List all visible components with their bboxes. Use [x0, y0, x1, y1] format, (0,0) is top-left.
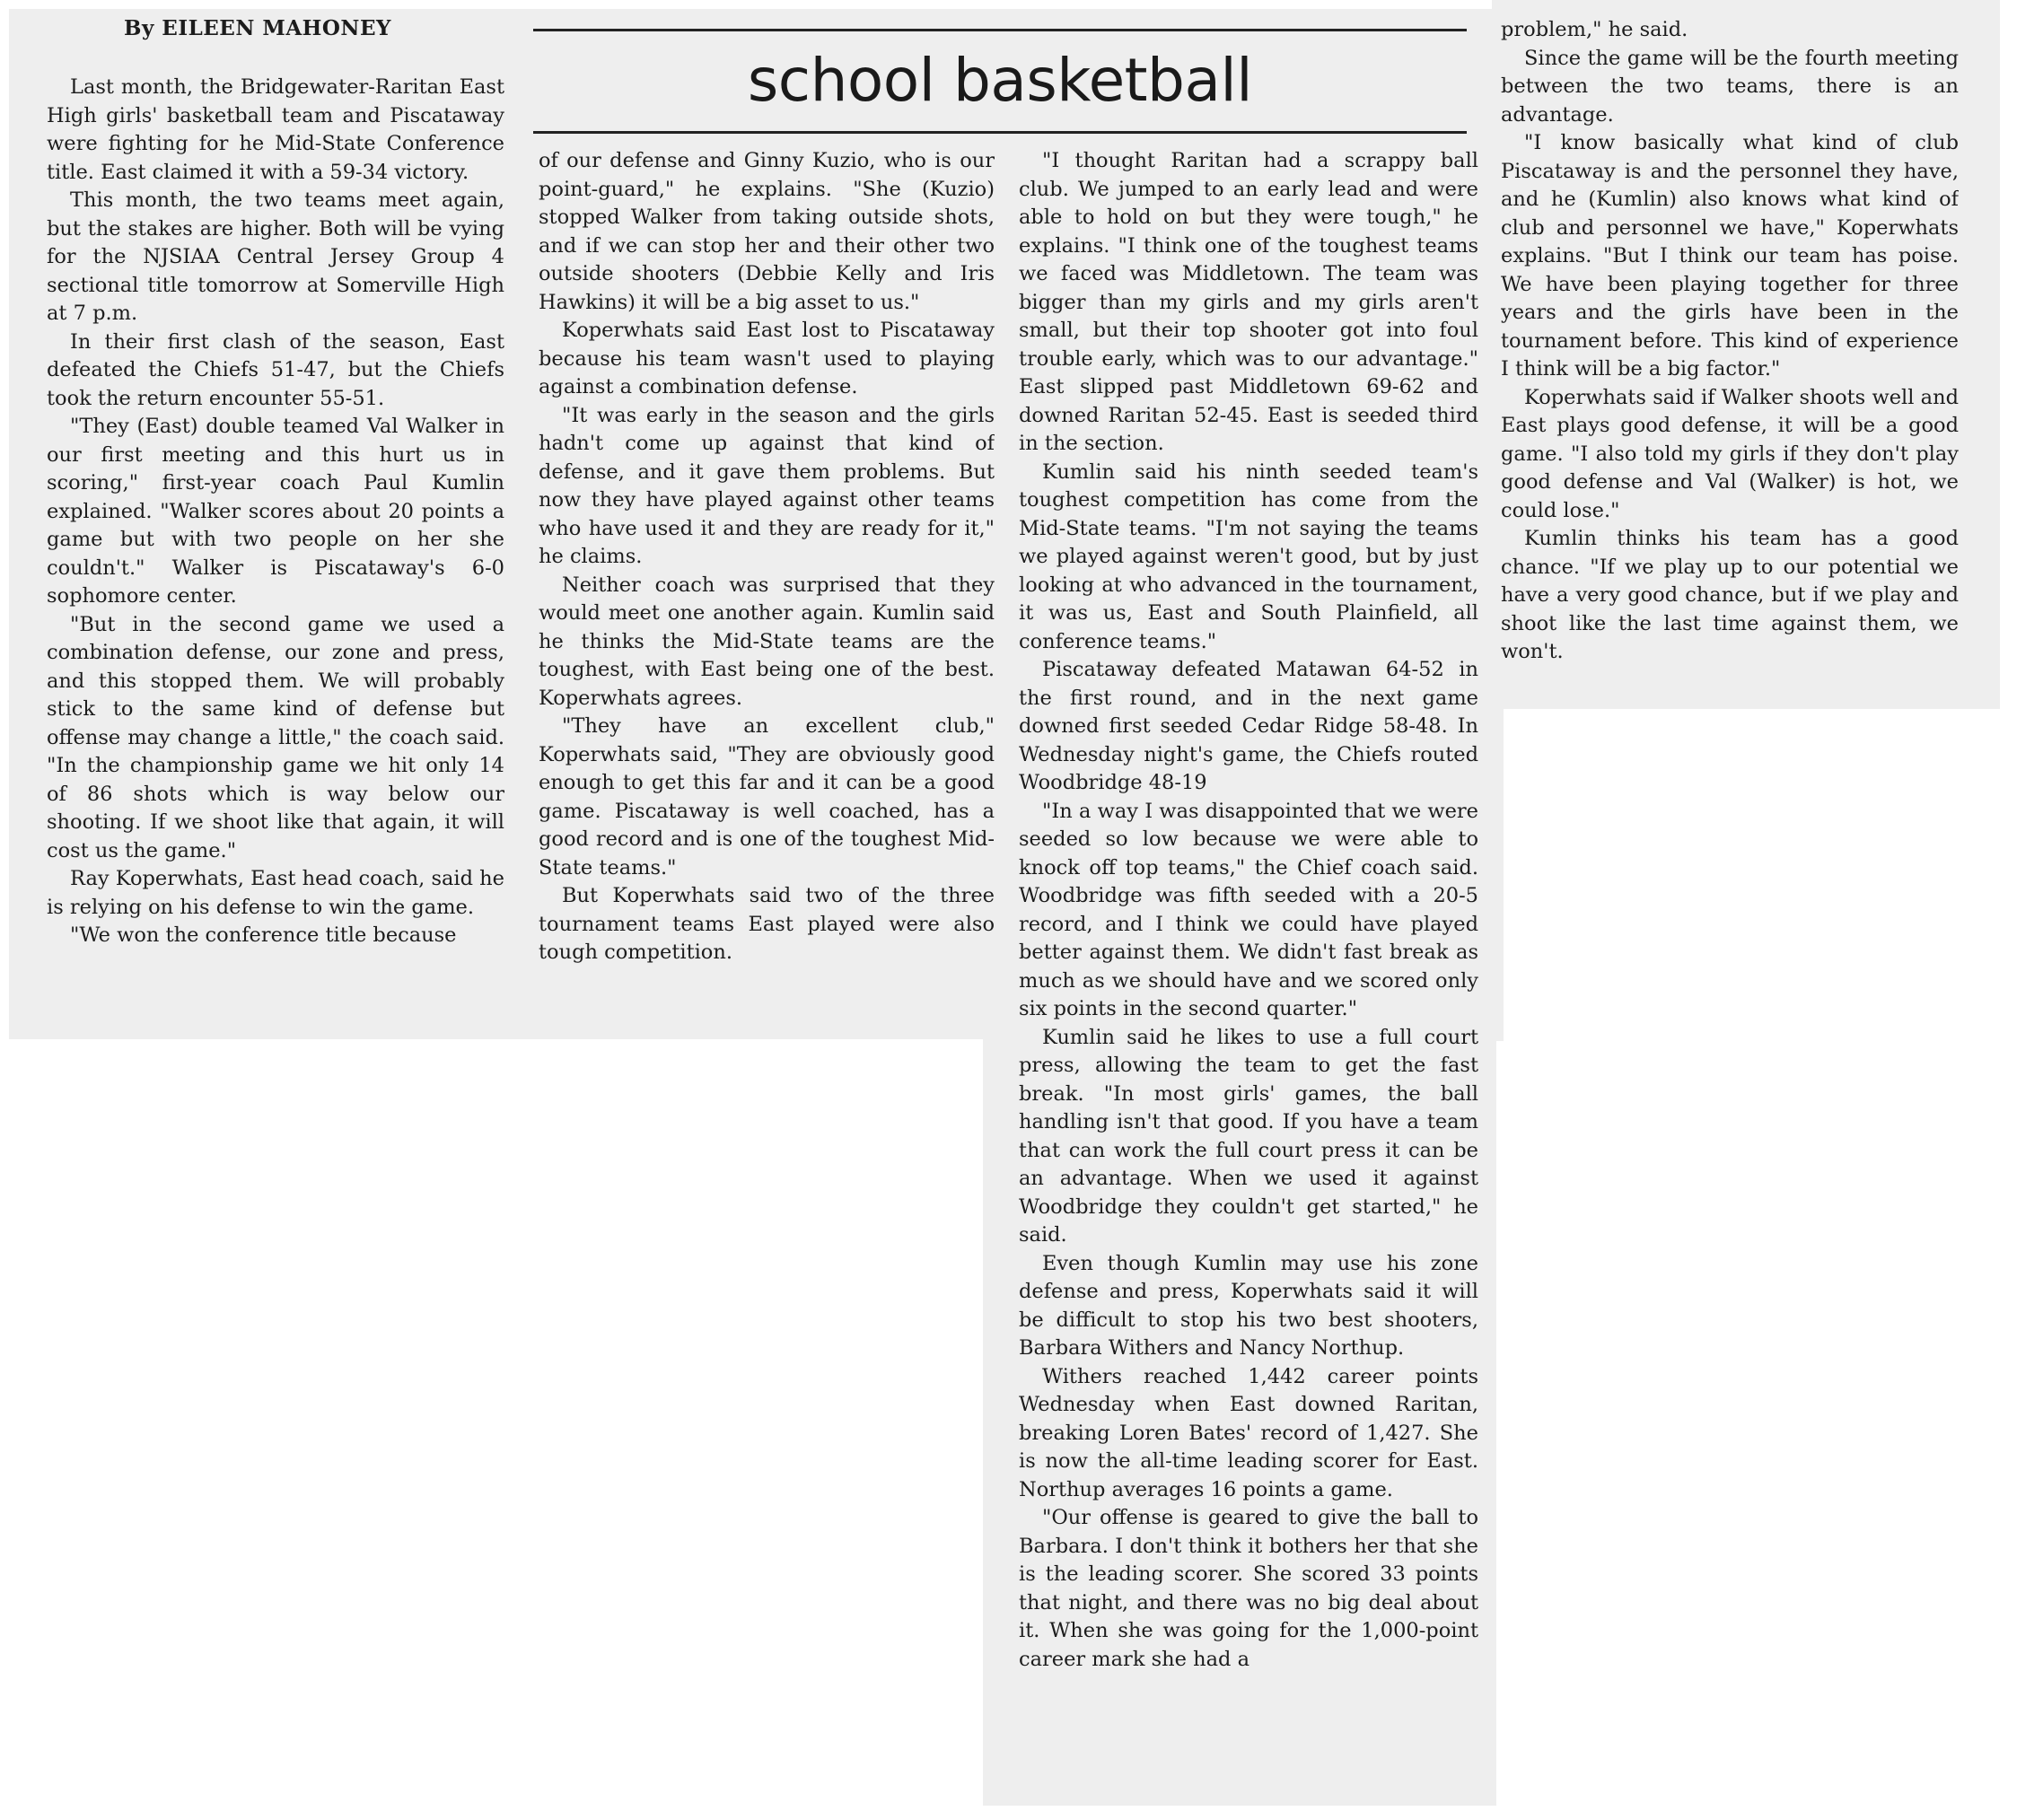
headline: school basketball — [747, 46, 1253, 115]
article-column-2 — [539, 147, 995, 1027]
paragraph: Neither coach was surprised that they would meet one another again. Kumlin said he thinks the Mid-State teams are the toughest, with East being one of the best. Koperwhats agrees. — [539, 573, 995, 710]
paragraph: "I know basically what kind of club Piscataway is and the personnel they have, and he (Kumlin) also knows what kind of club and personnel we have," Koperwhats explains. "But I think our team has poise. We have been playing together for three years and the girls have been in the tournament before. This kind of experience I think will be a big factor." — [1501, 131, 1959, 381]
paragraph: Ray Koperwhats, East head coach, said he is relying on his defense to win the game. — [47, 867, 504, 919]
paragraph: This month, the two teams meet again, but the stakes are higher. Both will be vying for the NJSIAA Central Jersey Group 4 sectional title tomorrow at Somerville High at 7 p.m. — [47, 188, 504, 325]
paragraph: In their first clash of the season, East defeated the Chiefs 51-47, but the Chiefs took the return encounter 55-51. — [47, 329, 504, 410]
paragraph: "We won the conference title because — [70, 923, 457, 947]
paragraph: Kumlin said his ninth seeded team's toughest competition has come from the Mid-State teams. "I'm not saying the teams we played against weren't good, but by just looking at who advanced in the tournament, it was us, East and South Plainfield, all conference teams." — [1019, 459, 1478, 653]
paragraph: Kumlin thinks his team has a good chance. "If we play up to our potential we have a very good chance, but if we play and shoot like the last time against them, we won't. — [1501, 527, 1959, 663]
paragraph: Last month, the Bridgewater-Raritan East High girls' basketball team and Piscataway were fighting for he Mid-State Conference title. East claimed it with a 59-34 victory. — [47, 75, 504, 184]
paragraph: Since the game will be the fourth meeting between the two teams, there is an advantage. — [1501, 46, 1959, 127]
paragraph: Withers reached 1,442 career points Wednesday when East downed Raritan, breaking Loren Bates' record of 1,427. She is now the all-time leading scorer for East. Northup averages 16 points a game. — [1019, 1364, 1478, 1501]
headline-rule-top — [533, 29, 1467, 31]
paragraph: "It was early in the season and the girls hadn't come up against that kind of defense, and it gave them problems. But now they have played against other teams who have used it and they are ready for it," he claims. — [539, 403, 995, 568]
paragraph: Koperwhats said East lost to Piscataway because his team wasn't used to playing against a combination defense. — [539, 319, 995, 398]
paragraph: "I thought Raritan had a scrappy ball club. We jumped to an early lead and were able to hold on but they were tough," he explains. "I think one of the toughest teams we faced was Middletown. The team was bigger than my girls and my girls aren't small, but their top shooter got into foul trouble early, which was to our advantage." East slipped past Middletown 69-62 and downed Raritan 52-45. East is seeded third in the section. — [1019, 149, 1478, 455]
article-column-1 — [47, 74, 504, 1025]
byline: By EILEEN MAHONEY — [124, 16, 391, 40]
paragraph: Koperwhats said if Walker shoots well and East plays good defense, it will be a good game. "I also told my girls if they don't play good defense and Val (Walker) is hot, we could lose." — [1501, 385, 1959, 522]
paragraph: But Koperwhats said two of the three tournament teams East played were also tough competition. — [539, 884, 995, 964]
paragraph: of our defense and Ginny Kuzio, who is our point-guard," he explains. "She (Kuzio) stopped Walker from taking outside shots, and if we can stop her and their other two outside shooters (Debbie Kelly and Iris Hawkins) it will be a big asset to us." — [539, 149, 995, 314]
article-column-3 — [1019, 147, 1478, 1798]
paragraph: problem," he said. — [1501, 18, 1688, 41]
paragraph: "In a way I was disappointed that we were seeded so low because we were able to knock off top teams," the Chief coach said. Woodbridge was fifth seeded with a 20-5 record, and I think we could have played better against them. We didn't fast break as much as we should have and we scored only six points in the second quarter." — [1019, 799, 1478, 1020]
paragraph: Piscataway defeated Matawan 64-52 in the first round, and in the next game downed first seeded Cedar Ridge 58-48. In Wednesday night's game, the Chiefs routed Woodbridge 48-19 — [1019, 658, 1478, 794]
paragraph: "Our offense is geared to give the ball to Barbara. I don't think it bothers her that she is the leading scorer. She scored 33 points that night, and there was no big deal about it. When she was going for the 1,000-point career mark she had a — [1019, 1506, 1478, 1671]
headline-rule-bottom — [533, 131, 1467, 134]
paragraph: Even though Kumlin may use his zone defense and press, Koperwhats said it will be difficult to stop his two best shooters, Barbara Withers and Nancy Northup. — [1019, 1251, 1478, 1360]
paragraph: "They have an excellent club," Koperwhats said, "They are obviously good enough to get this far and it can be a good game. Piscataway is well coached, has a good record and is one of the toughest Mid-State teams." — [539, 714, 995, 879]
paragraph: "They (East) double teamed Val Walker in our first meeting and this hurt us in scoring," first-year coach Paul Kumlin explained. "Walker scores about 20 points a game but with two people on her she couldn't." Walker is Piscataway's 6-0 sophomore center. — [47, 415, 504, 608]
article-column-4 — [1501, 16, 1959, 707]
paragraph: "But in the second game we used a combination defense, our zone and press, and this stopped them. We will probably stick to the same kind of defense but offense may change a little," the coach said. "In the championship game we hit only 14 of 86 shots which is way below our shooting. If we shoot like that again, it will cost us the game." — [47, 612, 504, 862]
paragraph: Kumlin said he likes to use a full court press, allowing the team to get the fast break. "In most girls' games, the ball handling isn't that good. If you have a team that can work the full court press it can be an advantage. When we used it against Woodbridge they couldn't get started," he said. — [1019, 1025, 1478, 1247]
